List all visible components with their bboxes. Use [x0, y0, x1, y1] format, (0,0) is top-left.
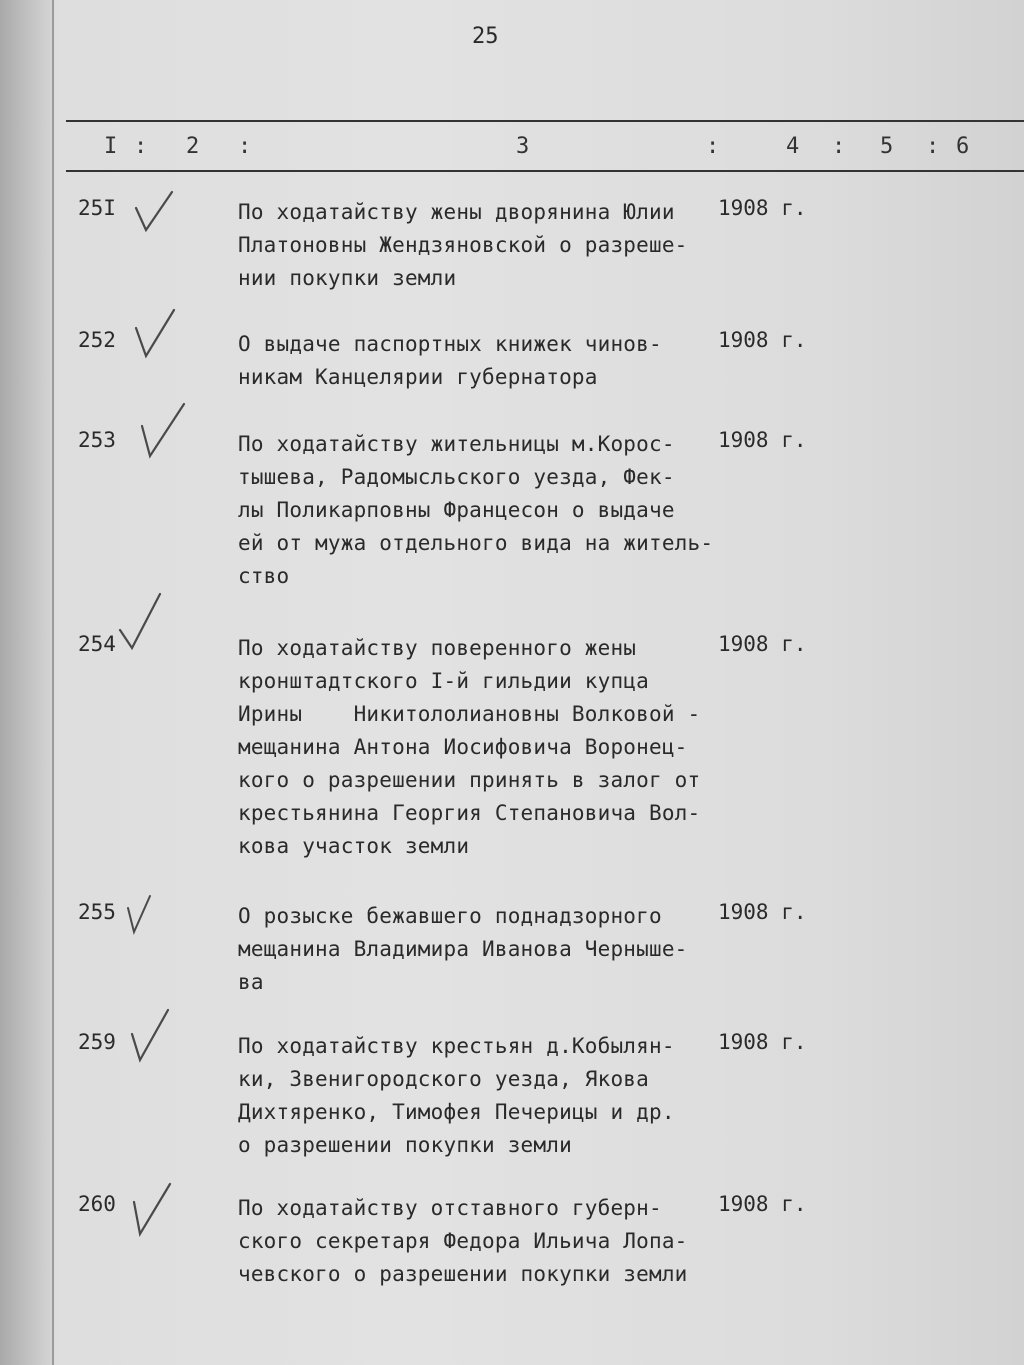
description-line: кронштадтского I-й гильдии купца: [238, 669, 649, 693]
entry-year: 1908 г.: [718, 428, 807, 452]
description-line: О выдаче паспортных книжек чинов-: [238, 332, 662, 356]
entry-description: [238, 328, 708, 394]
entry-number: 254: [78, 632, 116, 656]
binding-edge: [0, 0, 54, 1365]
entry-number: 253: [78, 428, 116, 452]
header-bottom-rule: [66, 170, 1024, 172]
checkmark-icon: [114, 590, 164, 650]
description-line: мещанина Антона Иосифовича Воронец-: [238, 735, 688, 759]
description-line: ство: [238, 564, 290, 588]
description-line: По ходатайству жительницы м.Корос-: [238, 432, 675, 456]
entry-number: 25I: [78, 196, 116, 220]
description-line: По ходатайству жены дворянина Юлии: [238, 200, 675, 224]
description-line: чевского о разрешении покупки земли: [238, 1262, 688, 1286]
column-separator: :: [238, 134, 252, 159]
checkmark-icon: [128, 1180, 178, 1240]
description-line: ского секретаря Федора Ильича Лопа-: [238, 1229, 688, 1253]
column-header-4: 4: [786, 134, 800, 159]
description-line: По ходатайству поверенного жены: [238, 636, 637, 660]
entry-description: [238, 428, 714, 593]
entry-description: [238, 632, 708, 863]
description-line: ки, Звенигородского уезда, Якова: [238, 1067, 649, 1091]
checkmark-icon: [130, 186, 180, 246]
entry-number: 252: [78, 328, 116, 352]
entry-year: 1908 г.: [718, 328, 807, 352]
column-separator: :: [706, 134, 720, 159]
description-line: тышева, Радомысльского уезда, Фек-: [238, 465, 675, 489]
column-separator: :: [134, 134, 148, 159]
entry-description: [238, 1192, 708, 1291]
description-line: ей от мужа отдельного вида на житель-: [238, 531, 714, 555]
description-line: Дихтяренко, Тимофея Печерицы и др.: [238, 1100, 675, 1124]
entry-year: 1908 г.: [718, 1030, 807, 1054]
description-line: лы Поликарповны Францесон о выдаче: [238, 498, 675, 522]
description-line: нии покупки земли: [238, 266, 457, 290]
description-line: мещанина Владимира Иванова Чернышe-: [238, 937, 688, 961]
entry-description: [238, 900, 708, 999]
entry-number: 260: [78, 1192, 116, 1216]
entry-number: 255: [78, 900, 116, 924]
header-top-rule: [66, 120, 1024, 122]
entry-year: 1908 г.: [718, 900, 807, 924]
entry-description: [238, 1030, 708, 1162]
description-line: никам Канцелярии губернатора: [238, 365, 598, 389]
column-header-1: I: [104, 134, 118, 159]
entry-year: 1908 г.: [718, 1192, 807, 1216]
description-line: ва: [238, 970, 264, 994]
description-line: Платоновны Жендзяновской о разреше-: [238, 233, 688, 257]
description-line: По ходатайству отставного губерн-: [238, 1196, 662, 1220]
entry-year: 1908 г.: [718, 632, 807, 656]
checkmark-icon: [128, 1006, 178, 1066]
description-line: о разрешении покупки земли: [238, 1133, 572, 1157]
description-line: кова участок земли: [238, 834, 470, 858]
column-header-5: 5: [880, 134, 894, 159]
column-header-2: 2: [186, 134, 200, 159]
checkmark-icon: [122, 886, 172, 946]
description-line: По ходатайству крестьян д.Кобылян-: [238, 1034, 675, 1058]
column-separator: :: [926, 134, 940, 159]
description-line: Ирины Никитололиановны Волковой -: [238, 702, 701, 726]
entry-year: 1908 г.: [718, 196, 807, 220]
checkmark-icon: [138, 400, 188, 460]
description-line: кого о разрешении принять в залог от: [238, 768, 701, 792]
checkmark-icon: [130, 306, 180, 366]
page-number: 25: [472, 24, 499, 49]
entry-description: [238, 196, 708, 295]
description-line: О розыске бежавшего поднадзорного: [238, 904, 662, 928]
column-header-3: 3: [516, 134, 530, 159]
column-separator: :: [832, 134, 846, 159]
entry-number: 259: [78, 1030, 116, 1054]
description-line: крестьянина Георгия Степановича Вол-: [238, 801, 701, 825]
column-header-6: 6: [956, 134, 970, 159]
